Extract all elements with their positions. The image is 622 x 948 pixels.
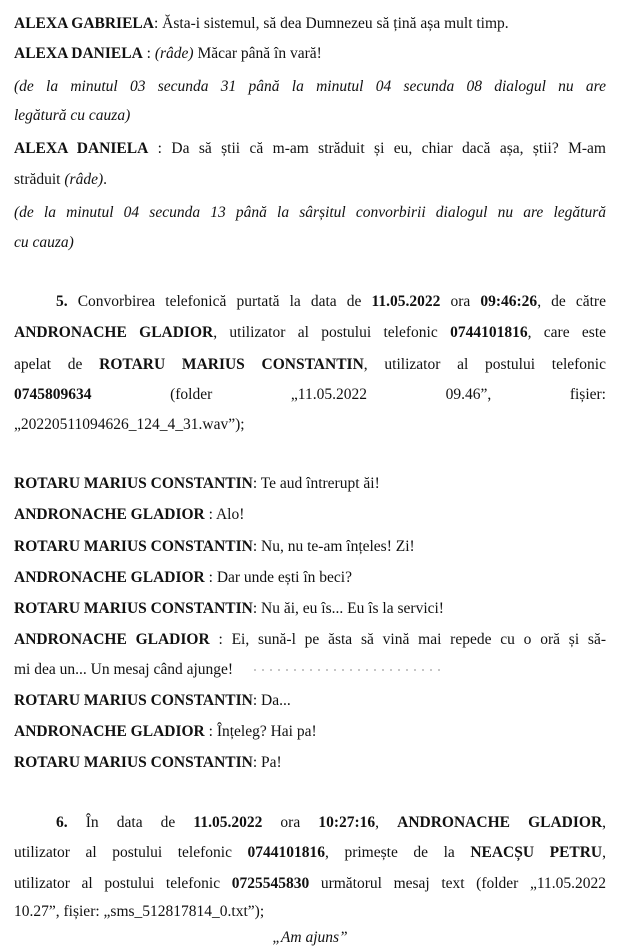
section-6-line: 6. În data de 11.05.2022 ora 10:27:16, ANDRONACHE GLADIOR, [56,814,607,831]
dialog-line: ROTARU MARIUS CONSTANTIN: Nu, nu te-am înțeles! Zi! [14,538,415,555]
dialog-text: Da să știi că m-am străduit și eu, chiar dacă așa, știi? M-am [171,140,606,157]
dialog-text: Înțeleg? Hai pa! [216,723,317,740]
dialog-text: Da... [261,692,291,709]
call-date: 11.05.2022 [371,293,441,310]
speaker-name: ROTARU MARIUS CONSTANTIN [14,754,253,771]
speaker-name: ALEXA DANIELA [14,45,143,62]
section-number: 5. [56,293,68,310]
callee-phone: 0745809634 [14,386,92,403]
sender-phone: 0725545830 [231,875,310,892]
dialog-line: ROTARU MARIUS CONSTANTIN: Nu ăi, eu îs... Eu îs la servici! [14,600,444,617]
speaker-name: ANDRONACHE GLADIOR [14,569,205,586]
dialog-text: Te aud întrerupt ăi! [260,475,380,492]
section-5-line: ANDRONACHE GLADIOR, utilizator al postului telefonic 0744101816, care este [14,324,606,341]
recipient-name: ANDRONACHE GLADIOR [397,814,603,831]
section-5-line: 5. Convorbirea telefonică purtată la data de 11.05.2022 ora 09:46:26, de către [56,293,606,310]
speaker-name: ANDRONACHE GLADIOR [14,506,205,523]
dialog-text: Ăsta-i sistemul, să dea Dumnezeu să țină așa mult timp. [162,15,509,32]
dialog-line: ANDRONACHE GLADIOR : Dar unde ești în beci? [14,569,352,586]
speaker-name: ANDRONACHE GLADIOR [14,631,210,648]
section-6-line: 10.27”, fișier: „sms_512817814_0.txt”); [14,903,265,920]
sms-date: 11.05.2022 [193,814,263,831]
omission-note-line: (de la minutul 03 secunda 31 până la minutul 04 secunda 08 dialogul nu are [14,78,606,95]
section-6-line: utilizator al postului telefonic 0725545830 următorul mesaj text (folder „11.05.2022 [14,875,606,892]
sender-name: NEACȘU PETRU [470,844,603,861]
dialog-text: Pa! [261,754,282,771]
dialog-line [14,660,606,680]
dialog-line: ROTARU MARIUS CONSTANTIN: Pa! [14,754,282,771]
dialog-text: mi dea un... Un mesaj când ajunge! [14,661,234,678]
speaker-name: ROTARU MARIUS CONSTANTIN [14,692,253,709]
sms-time: 10:27:16 [318,814,376,831]
caller-name: ANDRONACHE GLADIOR [14,324,214,341]
omission-note-line: legătură cu cauza) [14,107,131,124]
dialog-line: străduit (râde). [14,171,107,188]
dialog-line: ALEXA DANIELA : (râde) Măcar până în vară! [14,45,322,62]
section-5-line: apelat de ROTARU MARIUS CONSTANTIN, utilizator al postului telefonic [14,356,606,373]
section-number: 6. [56,814,68,831]
dialog-text: Nu ăi, eu îs... Eu îs la servici! [261,600,444,617]
section-5-file-name: „20220511094626_124_4_31.wav”); [14,416,245,433]
sms-message: „Am ajuns” [272,929,348,946]
dialog-line: ANDRONACHE GLADIOR : Înțeleg? Hai pa! [14,723,317,740]
speaker-name: ROTARU MARIUS CONSTANTIN [14,538,253,555]
dialog-line: ANDRONACHE GLADIOR : Alo! [14,506,245,523]
dialog-line: ALEXA DANIELA : Da să știi că m-am străduit și eu, chiar dacă așa, știi? M-am [14,140,606,157]
redaction-dots [251,668,441,672]
speaker-name: ANDRONACHE GLADIOR [14,723,205,740]
caller-phone: 0744101816 [450,324,528,341]
dialog-text: Nu, nu te-am înțeles! Zi! [261,538,415,555]
dialog-text: Dar unde ești în beci? [216,569,352,586]
section-6-line: utilizator al postului telefonic 0744101816, primește de la NEACȘU PETRU, [14,844,607,861]
dialog-text: Măcar până în vară! [193,45,322,62]
dialog-text: Alo! [215,506,245,523]
dialog-line: ROTARU MARIUS CONSTANTIN: Da... [14,692,291,709]
speaker-name: ALEXA DANIELA [14,140,149,157]
recipient-phone: 0744101816 [247,844,326,861]
omission-note-line: (de la minutul 04 secunda 13 până la sârșitul convorbirii dialogul nu are legătură [14,204,606,221]
section-5-folder-line: 0745809634 (folder „11.05.2022 09.46”, fișier: [14,386,606,403]
dialog-line: ANDRONACHE GLADIOR : Ei, sună-l pe ăsta să vină mai repede cu o oră și să- [14,631,607,648]
omission-note-line: cu cauza) [14,234,74,251]
stage-direction: (râde) [154,45,194,62]
call-time: 09:46:26 [480,293,538,310]
callee-name: ROTARU MARIUS CONSTANTIN [99,356,364,373]
stage-direction: (râde) [64,171,104,188]
speaker-name: ROTARU MARIUS CONSTANTIN [14,600,253,617]
dialog-line: ROTARU MARIUS CONSTANTIN: Te aud întrerupt ăi! [14,475,380,492]
speaker-name: ROTARU MARIUS CONSTANTIN [14,475,253,492]
dialog-line: ALEXA GABRIELA: Ăsta-i sistemul, să dea Dumnezeu să țină așa mult timp. [14,15,509,32]
speaker-name: ALEXA GABRIELA [14,15,154,32]
dialog-text: Ei, sună-l pe ăsta să vină mai repede cu o oră și să- [231,631,607,648]
